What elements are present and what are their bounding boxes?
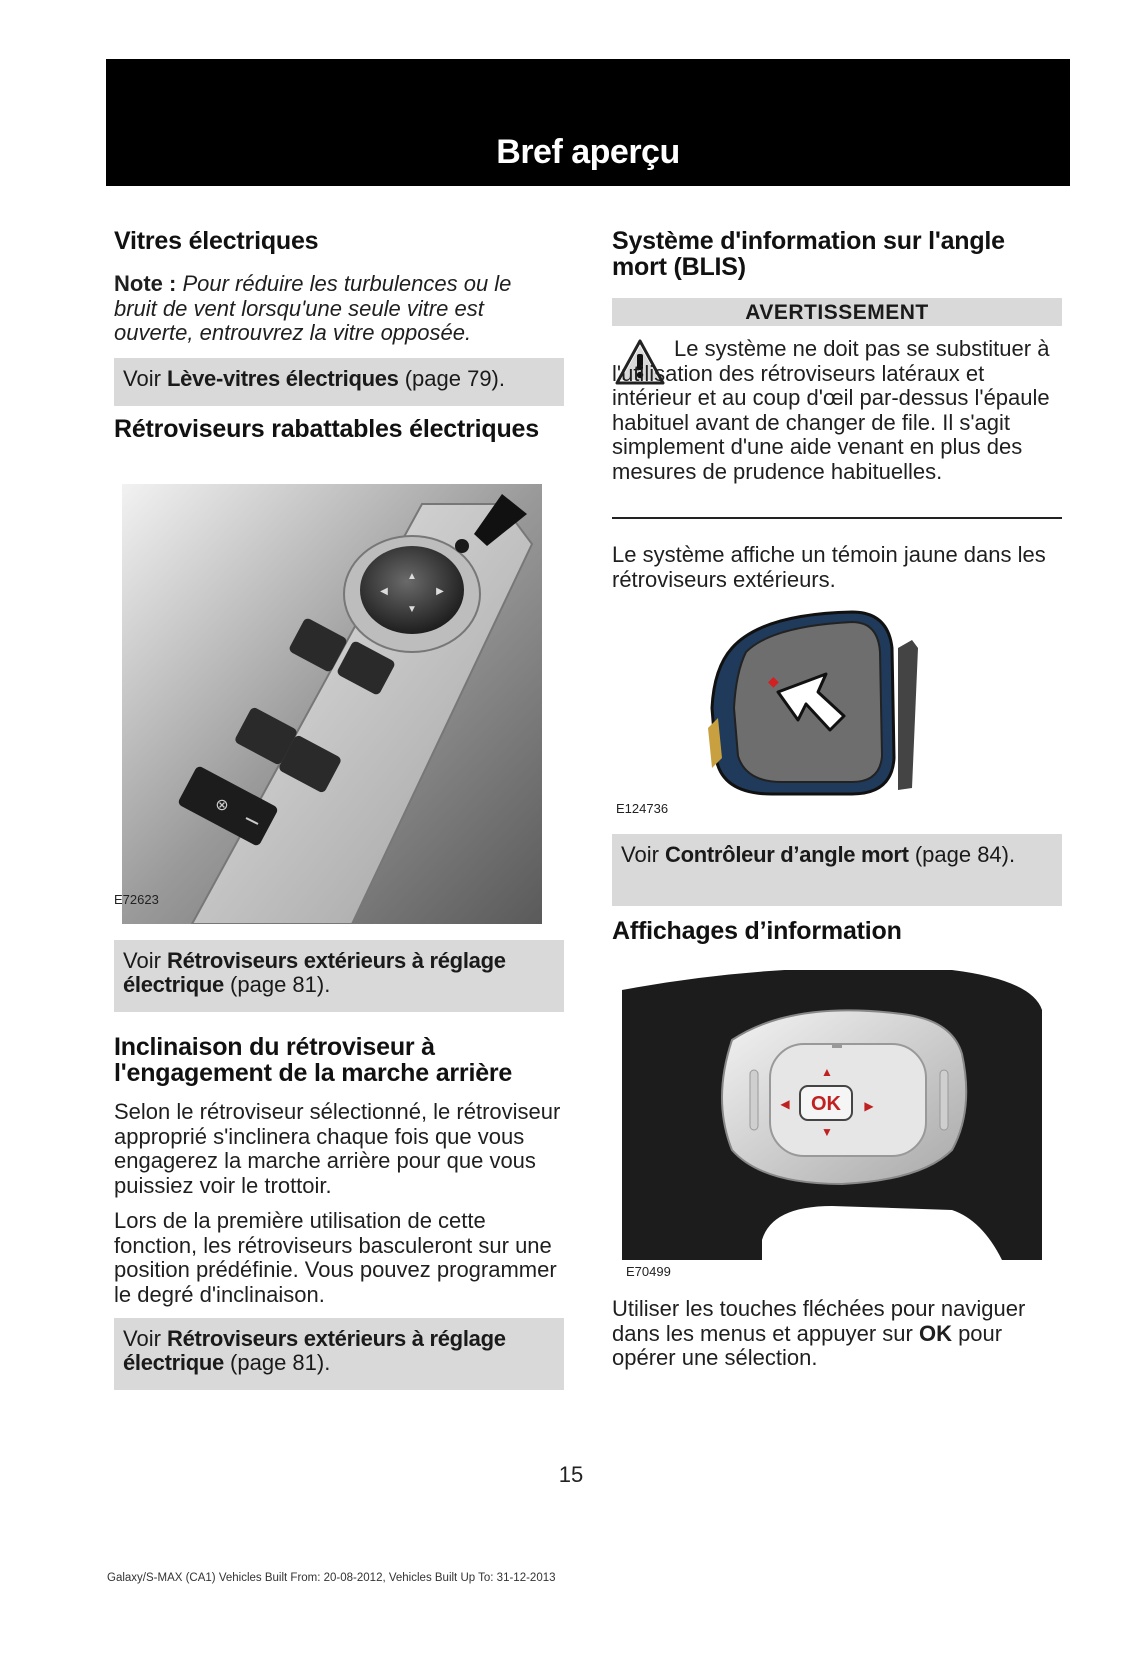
knob-arrow-left: ◀ <box>380 586 388 597</box>
knob-arrow-down: ▼ <box>407 604 417 615</box>
left-scroll-wheel <box>750 1070 758 1130</box>
cross-reference-box <box>114 1318 564 1390</box>
figure-caption-e70499: E70499 <box>626 1264 671 1279</box>
section-heading-vitres: Vitres électriques <box>114 227 319 255</box>
blis-warning-light: ◆ <box>768 673 779 689</box>
paragraph-text-before: Utiliser les touches fléchées pour naviguer dans les menus et appuyer sur <box>612 1296 1026 1346</box>
note-paragraph <box>114 272 554 346</box>
figure-blis-mirror <box>702 608 942 798</box>
page-title: Bref aperçu <box>496 133 680 171</box>
ok-keyword: OK <box>918 1320 952 1346</box>
ref-suffix: (page 79). <box>398 366 505 391</box>
cross-reference-box <box>612 834 1062 906</box>
blis-mirror-illustration <box>702 608 942 798</box>
ref-suffix: (page 84). <box>908 842 1016 867</box>
down-arrow-icon: ▼ <box>821 1125 833 1139</box>
figure-window-switch-panel <box>122 484 542 924</box>
steering-wheel-illustration <box>622 970 1052 1260</box>
ref-link-retroviseurs-exterieurs-2[interactable]: Rétroviseurs extérieurs à réglage électrique <box>123 1326 506 1375</box>
ref-suffix: (page 81). <box>223 972 331 997</box>
section-heading-blis: Système d'information sur l'angle mort (BLIS) <box>612 227 1005 281</box>
ref-prefix: Voir <box>123 366 168 391</box>
section-heading-affichages: Affichages d’information <box>612 917 902 945</box>
fold-mirror-button <box>455 539 469 553</box>
right-scroll-wheel <box>940 1070 948 1130</box>
knob-arrow-right: ▶ <box>436 586 444 597</box>
paragraph-inclinaison-2: Lors de la première utilisation de cette fonction, les rétroviseurs basculeront sur une position prédéfinie. Vous pouvez programmer le degré d'inclinaison. <box>114 1208 557 1307</box>
ref-link-leve-vitres[interactable]: Lève-vitres électriques <box>167 366 399 391</box>
section-heading-retroviseurs: Rétroviseurs rabattables électriques <box>114 415 539 443</box>
warning-divider <box>612 517 1062 519</box>
paragraph-text-after: pour opérer une sélection. <box>612 1320 1003 1370</box>
paragraph-inclinaison-1: Selon le rétroviseur sélectionné, le rétroviseur approprié s'inclinera chaque fois que vous engagerez la marche arrière pour que vous puissiez voir le trottoir. <box>114 1099 561 1198</box>
left-arrow-icon: ◀ <box>780 1097 790 1111</box>
note-label: Note : <box>114 271 177 296</box>
note-text: Pour réduire les turbulences ou le bruit de vent lorsqu'une seule vitre est ouverte, entrouvrez la vitre opposée. <box>114 271 512 345</box>
page-header <box>106 59 1070 186</box>
cross-reference-box <box>114 940 564 1012</box>
paragraph-affichages <box>612 1297 1062 1371</box>
figure-caption-e72623: E72623 <box>114 892 159 907</box>
mirror-arm <box>898 640 918 790</box>
figure-steering-wheel-controls <box>622 970 1052 1260</box>
up-arrow-icon: ▲ <box>821 1065 833 1079</box>
window-switch-illustration <box>122 484 542 924</box>
section-heading-inclinaison: Inclinaison du rétroviseur à l'engagement de la marche arrière <box>114 1033 513 1087</box>
ref-prefix: Voir <box>123 948 168 973</box>
ok-label: OK <box>811 1093 841 1115</box>
warning-title-bar: AVERTISSEMENT <box>612 298 1062 326</box>
ref-prefix: Voir <box>621 842 666 867</box>
page-number: 15 <box>558 1462 584 1487</box>
paragraph-blis: Le système affiche un témoin jaune dans les rétroviseurs extérieurs. <box>612 542 1046 592</box>
ref-link-controleur-angle-mort[interactable]: Contrôleur d’angle mort <box>665 842 909 867</box>
ref-suffix: (page 81). <box>223 1350 331 1375</box>
warning-text: Le système ne doit pas se substituer à l'utilisation des rétroviseurs latéraux et intérieur et au coup d'œil par-dessus l'épaule habituel avant de changer de file. Il s'agit simplement d'une aide venant en plus des mesures de prudence habituelles. <box>612 336 1050 484</box>
cross-reference-box <box>114 358 564 406</box>
knob-arrow-up: ▲ <box>407 571 417 582</box>
mirror-control-knob <box>360 546 464 634</box>
page-footer: Galaxy/S-MAX (CA1) Vehicles Built From: 20-08-2012, Vehicles Built Up To: 31-12-2013 <box>107 1572 556 1584</box>
top-separator: ▬ <box>832 1040 842 1051</box>
figure-caption-e124736: E124736 <box>616 801 669 816</box>
child-lock-icon: ⊗ <box>215 797 229 814</box>
ref-prefix: Voir <box>123 1326 168 1351</box>
ref-link-retroviseurs-exterieurs[interactable]: Rétroviseurs extérieurs à réglage électrique <box>123 948 506 997</box>
right-arrow-icon: ▶ <box>864 1099 874 1113</box>
